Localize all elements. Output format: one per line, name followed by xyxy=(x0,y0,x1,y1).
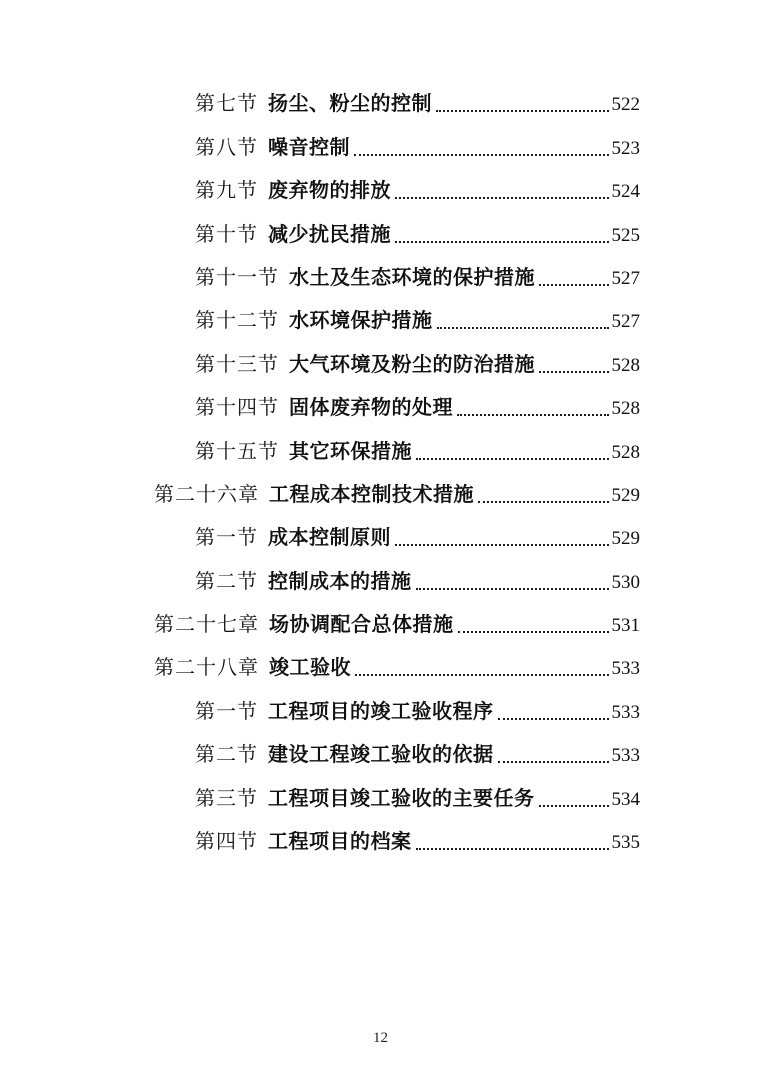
toc-entry xyxy=(154,165,640,208)
toc-entry-page-number: 527 xyxy=(611,311,640,333)
toc-entry xyxy=(154,382,640,425)
toc-entry-number: 第九节 xyxy=(195,180,258,203)
toc-entry xyxy=(154,685,640,728)
toc-entry-title: 工程项目的竣工验收程序 xyxy=(268,700,494,723)
toc-dot-leader xyxy=(416,848,609,850)
toc-entry xyxy=(154,295,640,338)
toc-entry-number: 第十一节 xyxy=(195,266,279,289)
toc-entry-number: 第二十六章 xyxy=(154,483,259,506)
toc-entry-title: 工程项目竣工验收的主要任务 xyxy=(268,787,535,810)
toc-entry-number: 第八节 xyxy=(195,136,258,159)
toc-entry-page-number: 531 xyxy=(611,615,640,637)
toc-entry-title: 成本控制原则 xyxy=(268,527,391,550)
toc-entry xyxy=(154,208,640,251)
toc-dot-leader xyxy=(457,414,609,416)
toc-entry-title: 工程项目的档案 xyxy=(268,831,412,854)
toc-entry xyxy=(154,555,640,598)
toc-entry-page-number: 522 xyxy=(611,94,640,116)
toc-dot-leader xyxy=(539,805,609,807)
toc-dot-leader xyxy=(437,327,609,329)
toc-entry-title: 水土及生态环境的保护措施 xyxy=(289,266,535,289)
toc-dot-leader xyxy=(458,631,609,633)
toc-dot-leader xyxy=(354,154,609,156)
toc-dot-leader xyxy=(539,284,609,286)
toc-entry-number: 第二十八章 xyxy=(154,657,259,680)
toc-entry xyxy=(154,469,640,512)
toc-entry-title: 废弃物的排放 xyxy=(268,180,391,203)
toc-dot-leader xyxy=(395,241,609,243)
toc-entry-title: 水环境保护措施 xyxy=(289,310,433,333)
toc-entry-number: 第十四节 xyxy=(195,397,279,420)
toc-entry xyxy=(154,252,640,295)
toc-entry-page-number: 523 xyxy=(611,137,640,159)
toc-dot-leader xyxy=(395,544,609,546)
toc-entry-title: 场协调配合总体措施 xyxy=(269,614,454,637)
toc-dot-leader xyxy=(498,761,609,763)
toc-entry-title: 扬尘、粉尘的控制 xyxy=(268,93,432,116)
toc-entry-title: 工程成本控制技术措施 xyxy=(269,483,474,506)
toc-entry xyxy=(154,78,640,121)
toc-entry-title: 其它环保措施 xyxy=(289,440,412,463)
toc-entry-page-number: 533 xyxy=(611,658,640,680)
toc-entry-page-number: 528 xyxy=(611,441,640,463)
toc-entry xyxy=(154,121,640,164)
toc-entry-number: 第一节 xyxy=(195,527,258,550)
toc-entry xyxy=(154,599,640,642)
toc-entry-number: 第四节 xyxy=(195,831,258,854)
toc-dot-leader xyxy=(498,718,609,720)
toc-entry-title: 大气环境及粉尘的防治措施 xyxy=(289,353,535,376)
toc-entry-number: 第一节 xyxy=(195,700,258,723)
toc-entry-page-number: 527 xyxy=(611,267,640,289)
toc-entry xyxy=(154,816,640,859)
toc-entry-page-number: 525 xyxy=(611,224,640,246)
toc-entry xyxy=(154,729,640,772)
toc-entry-title: 竣工验收 xyxy=(269,657,351,680)
toc-entry-number: 第二节 xyxy=(195,744,258,767)
toc-entry-page-number: 533 xyxy=(611,701,640,723)
table-of-contents xyxy=(154,78,640,859)
toc-entry-page-number: 534 xyxy=(611,788,640,810)
toc-entry xyxy=(154,338,640,381)
toc-entry-title: 减少扰民措施 xyxy=(268,223,391,246)
toc-entry-page-number: 528 xyxy=(611,354,640,376)
toc-dot-leader xyxy=(478,501,609,503)
page-footer xyxy=(0,1030,761,1047)
toc-entry-number: 第二节 xyxy=(195,570,258,593)
toc-entry-number: 第二十七章 xyxy=(154,614,259,637)
toc-entry-number: 第十节 xyxy=(195,223,258,246)
toc-entry xyxy=(154,425,640,468)
toc-dot-leader xyxy=(539,371,609,373)
toc-entry-number: 第七节 xyxy=(195,93,258,116)
toc-entry xyxy=(154,772,640,815)
toc-dot-leader xyxy=(355,674,609,676)
toc-entry-number: 第十二节 xyxy=(195,310,279,333)
toc-entry-page-number: 529 xyxy=(611,484,640,506)
toc-entry xyxy=(154,512,640,555)
toc-entry-number: 第三节 xyxy=(195,787,258,810)
toc-entry-page-number: 528 xyxy=(611,398,640,420)
toc-entry-number: 第十三节 xyxy=(195,353,279,376)
footer-page-number: 12 xyxy=(373,1030,388,1046)
toc-entry-page-number: 535 xyxy=(611,832,640,854)
toc-dot-leader xyxy=(436,110,609,112)
toc-entry-number: 第十五节 xyxy=(195,440,279,463)
toc-entry xyxy=(154,642,640,685)
toc-entry-page-number: 524 xyxy=(611,181,640,203)
toc-entry-title: 控制成本的措施 xyxy=(268,570,412,593)
toc-entry-title: 建设工程竣工验收的依据 xyxy=(268,744,494,767)
toc-entry-page-number: 529 xyxy=(611,528,640,550)
toc-dot-leader xyxy=(395,197,609,199)
toc-dot-leader xyxy=(416,588,609,590)
toc-entry-title: 噪音控制 xyxy=(268,136,350,159)
toc-dot-leader xyxy=(416,458,609,460)
toc-entry-page-number: 533 xyxy=(611,745,640,767)
toc-entry-title: 固体废弃物的处理 xyxy=(289,397,453,420)
toc-entry-page-number: 530 xyxy=(611,571,640,593)
